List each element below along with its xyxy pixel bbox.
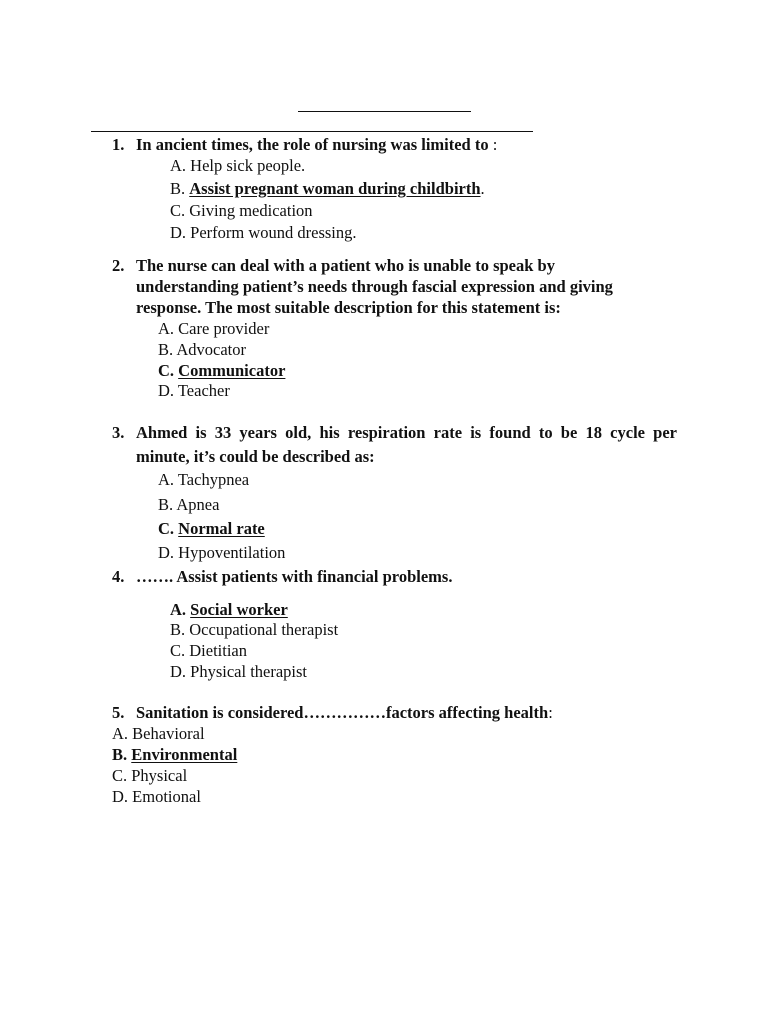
q5-option-b-answer: Environmental [131,745,238,764]
q3-option-d: D. Hypoventilation [158,543,286,562]
q1-option-b-letter: B. [170,179,190,198]
q2-option-c [158,361,285,381]
q4-option-d: D. Physical therapist [170,662,308,681]
q5-number: 5. [112,703,125,722]
q3-option-c-answer: Normal rate [178,519,265,538]
q5-option-b-letter: B. [112,745,132,764]
q4-option-b: B. Occupational therapist [170,620,339,639]
q2-number: 2. [112,256,125,275]
q5-option-b [112,745,237,765]
q2-stem-line3: response. The most suitable description for this statement is: [136,298,561,317]
q3-option-c-letter: C. [158,519,179,538]
q1-option-c: C. Giving medication [170,201,313,220]
q3-option-b: B. Apnea [158,495,220,514]
q1-stem-tail: : [488,135,498,154]
q3-stem-line1: Ahmed is 33 years old, his respiration rate is found to be 18 cycle per [136,423,677,442]
q4-option-a-answer: Social worker [190,600,288,619]
q1-stem [136,135,497,155]
q4-option-a [170,600,288,620]
q1-number: 1. [112,135,125,154]
q2-option-c-answer: Communicator [178,361,286,380]
q5-option-d: D. Emotional [112,787,201,806]
q5-stem [136,703,553,723]
q5-option-c: C. Physical [112,766,188,785]
q2-option-d: D. Teacher [158,381,230,400]
q4-number: 4. [112,567,125,586]
q1-option-d: D. Perform wound dressing. [170,223,357,242]
q1-option-a: A. Help sick people. [170,156,306,175]
header-divider-rule [91,131,533,132]
q3-stem-line2: minute, it’s could be described as: [136,447,375,466]
q3-option-c [158,519,265,539]
q1-stem-text: In ancient times, the role of nursing was limited to [136,135,489,154]
q4-option-c: C. Dietitian [170,641,247,660]
q5-stem-text: Sanitation is considered……………factors affecting health [136,703,549,722]
q5-option-a: A. Behavioral [112,724,205,743]
q5-stem-tail: : [548,703,553,722]
q1-option-b-answer: Assist pregnant woman during childbirth [189,179,481,198]
q2-stem-line1: The nurse can deal with a patient who is unable to speak by [136,256,555,275]
q2-option-a: A. Care provider [158,319,270,338]
q2-stem-line2: understanding patient’s needs through fascial expression and giving [136,277,613,296]
q4-stem: ……. Assist patients with financial problems. [136,567,453,586]
q4-option-a-letter: A. [170,600,191,619]
q1-option-b-tail: . [480,179,485,198]
q2-option-c-letter: C. [158,361,179,380]
q1-option-b [170,179,485,199]
q3-option-a: A. Tachypnea [158,470,250,489]
q3-number: 3. [112,423,125,442]
q2-option-b: B. Advocator [158,340,246,359]
title-underline-rule [298,111,471,112]
